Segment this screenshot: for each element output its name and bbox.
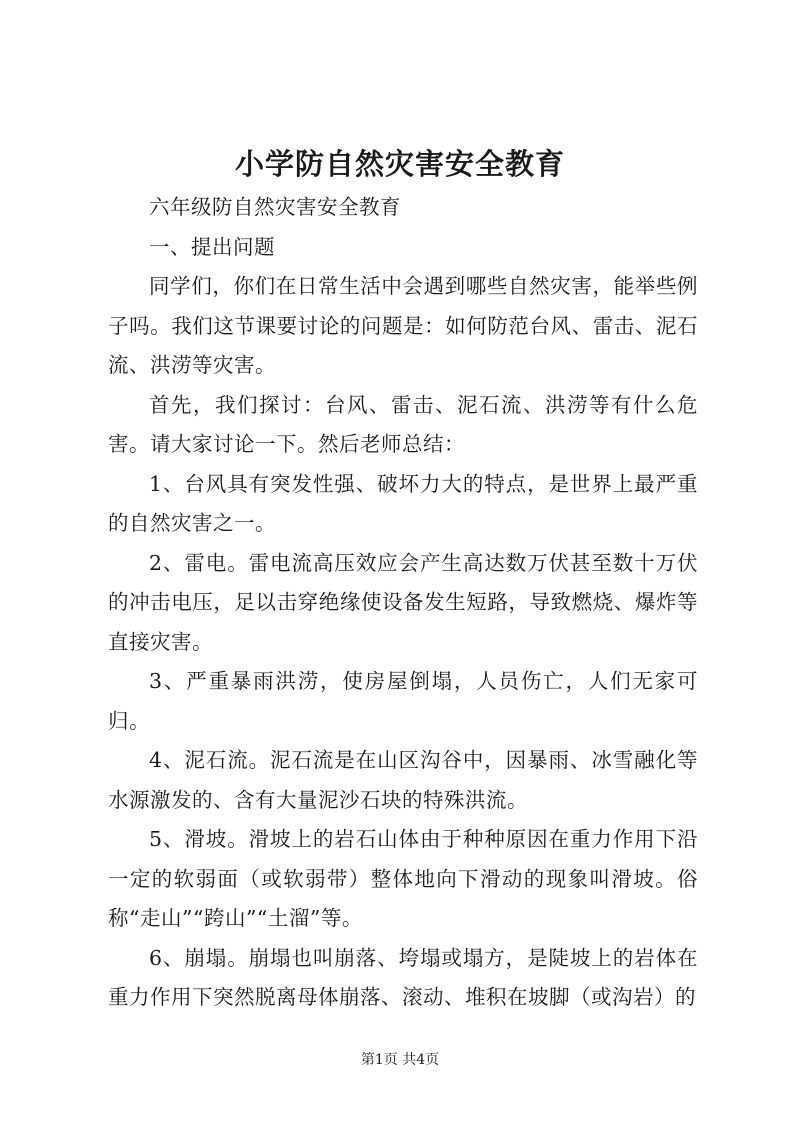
page-number-label: 第1页 共4页	[360, 1052, 440, 1068]
paragraph-discussion: 首先，我们探讨：台风、雷击、泥石流、洪涝等有什么危害。请大家讨论一下。然后老师总结：	[108, 392, 698, 456]
paragraph-typhoon: 1、台风具有突发性强、破坏力大的特点，是世界上最严重的自然灾害之一。	[108, 471, 698, 535]
document-body	[108, 188, 698, 1018]
paragraph-debris-flow: 4、泥石流。泥石流是在山区沟谷中，因暴雨、冰雪融化等水源激发的、含有大量泥沙石块的特殊洪流。	[108, 748, 698, 812]
paragraph-grade-heading: 六年级防自然灾害安全教育	[149, 195, 401, 219]
paragraph-intro-question: 同学们，你们在日常生活中会遇到哪些自然灾害，能举些例子吗。我们这节课要讨论的问题是：如何防范台风、雷击、泥石流、洪涝等灾害。	[108, 274, 698, 377]
document-title: 小学防自然灾害安全教育	[234, 147, 565, 181]
paragraph-flood: 3、严重暴雨洪涝，使房屋倒塌，人员伤亡，人们无家可归。	[108, 669, 698, 733]
paragraph-collapse: 6、崩塌。崩塌也叫崩落、垮塌或塌方，是陡坡上的岩体在重力作用下突然脱离母体崩落、滚动、堆积在坡脚（或沟岩）的	[108, 945, 698, 1009]
page-footer	[0, 1050, 800, 1070]
paragraph-section-heading: 一、提出问题	[149, 234, 275, 259]
paragraph-lightning: 2、雷电。雷电流高压效应会产生高达数万伏甚至数十万伏的冲击电压，足以击穿绝缘使设备发生短路，导致燃烧、爆炸等直接灾害。	[108, 550, 698, 654]
paragraph-landslide: 5、滑坡。滑坡上的岩石山体由于种种原因在重力作用下沿一定的软弱面（或软弱带）整体地向下滑动的现象叫滑坡。俗称“走山”“跨山”“土溜”等。	[108, 827, 698, 930]
